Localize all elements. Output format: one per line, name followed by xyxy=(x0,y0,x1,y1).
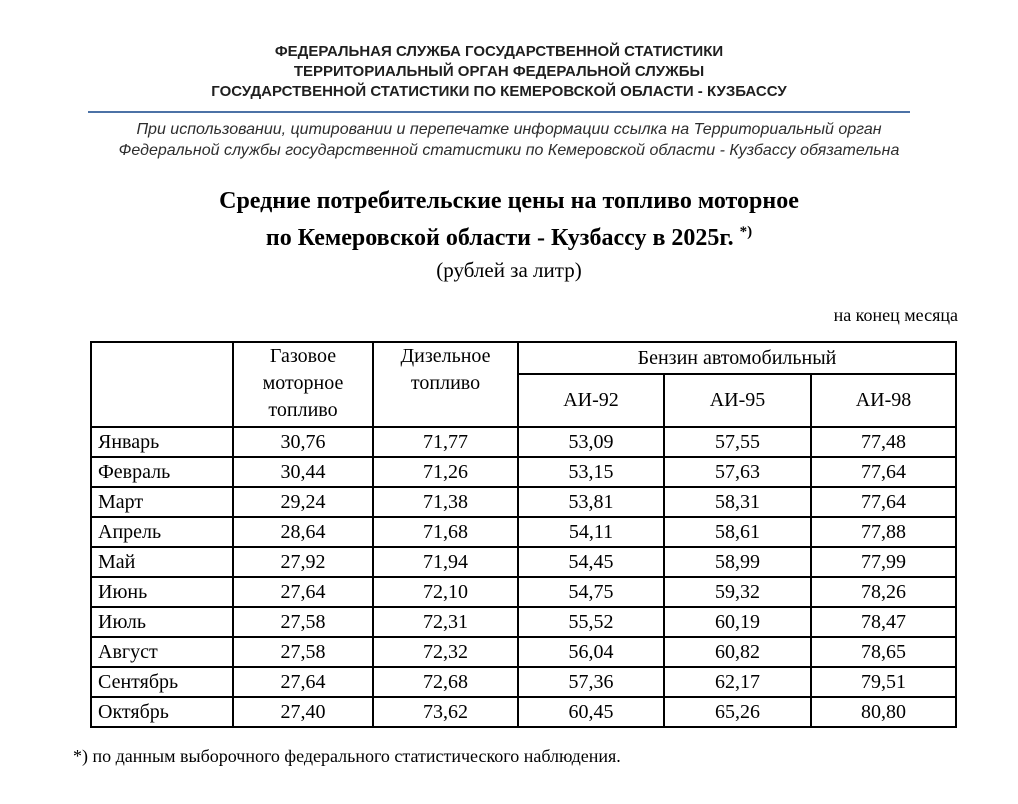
price-cell: 53,09 xyxy=(518,427,664,457)
price-cell: 57,63 xyxy=(664,457,811,487)
price-cell: 53,81 xyxy=(518,487,664,517)
title-footnote-mark: *) xyxy=(739,224,753,240)
price-cell: 71,77 xyxy=(373,427,518,457)
month-cell: Апрель xyxy=(91,517,233,547)
price-cell: 53,15 xyxy=(518,457,664,487)
table-row xyxy=(91,697,956,727)
usage-notice-line-1: При использовании, цитировании и перепечатке информации ссылка на Территориальный орган xyxy=(136,121,882,138)
month-cell: Октябрь xyxy=(91,697,233,727)
price-cell: 27,64 xyxy=(233,667,373,697)
price-cell: 59,32 xyxy=(664,577,811,607)
month-cell: Август xyxy=(91,637,233,667)
table-row xyxy=(91,577,956,607)
price-cell: 71,94 xyxy=(373,547,518,577)
month-cell: Февраль xyxy=(91,457,233,487)
divider-rule xyxy=(88,111,910,113)
table-row xyxy=(91,457,956,487)
price-cell: 30,76 xyxy=(233,427,373,457)
price-cell: 58,99 xyxy=(664,547,811,577)
month-cell: Май xyxy=(91,547,233,577)
price-cell: 27,58 xyxy=(233,607,373,637)
corner-cell xyxy=(91,342,233,427)
month-cell: Март xyxy=(91,487,233,517)
price-cell: 62,17 xyxy=(664,667,811,697)
letterhead xyxy=(88,42,910,102)
price-cell: 60,82 xyxy=(664,637,811,667)
col-header-ai-95: АИ-95 xyxy=(664,374,811,427)
price-cell: 79,51 xyxy=(811,667,956,697)
col-header-gas-fuel: Газовое моторное топливо xyxy=(233,342,373,427)
price-cell: 54,45 xyxy=(518,547,664,577)
price-cell: 65,26 xyxy=(664,697,811,727)
price-cell: 27,92 xyxy=(233,547,373,577)
price-cell: 28,64 xyxy=(233,517,373,547)
price-cell: 55,52 xyxy=(518,607,664,637)
month-cell: Июль xyxy=(91,607,233,637)
price-cell: 77,99 xyxy=(811,547,956,577)
price-cell: 72,31 xyxy=(373,607,518,637)
letterhead-line-3: ГОСУДАРСТВЕННОЙ СТАТИСТИКИ ПО КЕМЕРОВСКОЙ ОБЛАСТИ - КУЗБАССУ xyxy=(211,83,787,100)
price-cell: 72,10 xyxy=(373,577,518,607)
document-subtitle: (рублей за литр) xyxy=(436,258,582,282)
table-row xyxy=(91,607,956,637)
price-cell: 27,58 xyxy=(233,637,373,667)
fuel-prices-table xyxy=(90,341,957,728)
month-cell: Июнь xyxy=(91,577,233,607)
price-cell: 77,64 xyxy=(811,457,956,487)
col-header-diesel-fuel: Дизельное топливо xyxy=(373,342,518,427)
col-header-ai-98: АИ-98 xyxy=(811,374,956,427)
price-cell: 71,68 xyxy=(373,517,518,547)
price-cell: 78,26 xyxy=(811,577,956,607)
price-cell: 56,04 xyxy=(518,637,664,667)
price-cell: 77,48 xyxy=(811,427,956,457)
table-row xyxy=(91,667,956,697)
price-cell: 77,64 xyxy=(811,487,956,517)
price-cell: 71,26 xyxy=(373,457,518,487)
price-cell: 77,88 xyxy=(811,517,956,547)
price-cell: 30,44 xyxy=(233,457,373,487)
usage-notice-line-2: Федеральной службы государственной статистики по Кемеровской области - Кузбассу обязательна xyxy=(118,142,900,159)
price-cell: 58,31 xyxy=(664,487,811,517)
price-cell: 57,36 xyxy=(518,667,664,697)
title-line-2-text: по Кемеровской области - Кузбассу в 2025г. xyxy=(265,225,734,251)
title-line-1: Средние потребительские цены на топливо моторное xyxy=(219,188,799,214)
footnote: *) по данным выборочного федерального статистического наблюдения. xyxy=(73,746,621,766)
month-cell: Январь xyxy=(91,427,233,457)
period-note: на конец месяца xyxy=(833,305,958,325)
price-cell: 73,62 xyxy=(373,697,518,727)
price-cell: 80,80 xyxy=(811,697,956,727)
col-group-header-gasoline: Бензин автомобильный xyxy=(518,342,956,374)
table-row xyxy=(91,637,956,667)
header-row-groups xyxy=(91,342,956,374)
price-cell: 78,65 xyxy=(811,637,956,667)
table-row xyxy=(91,517,956,547)
price-cell: 27,64 xyxy=(233,577,373,607)
price-cell: 78,47 xyxy=(811,607,956,637)
title-line-2 xyxy=(0,217,1018,254)
month-cell: Сентябрь xyxy=(91,667,233,697)
letterhead-line-1: ФЕДЕРАЛЬНАЯ СЛУЖБА ГОСУДАРСТВЕННОЙ СТАТИСТИКИ xyxy=(274,43,724,60)
price-cell: 60,45 xyxy=(518,697,664,727)
price-cell: 29,24 xyxy=(233,487,373,517)
price-cell: 58,61 xyxy=(664,517,811,547)
table-row xyxy=(91,487,956,517)
price-cell: 54,75 xyxy=(518,577,664,607)
price-cell: 71,38 xyxy=(373,487,518,517)
price-cell: 27,40 xyxy=(233,697,373,727)
letterhead-line-2: ТЕРРИТОРИАЛЬНЫЙ ОРГАН ФЕДЕРАЛЬНОЙ СЛУЖБЫ xyxy=(293,63,705,80)
price-cell: 72,68 xyxy=(373,667,518,697)
price-cell: 54,11 xyxy=(518,517,664,547)
document-title xyxy=(0,186,1018,285)
col-header-ai-92: АИ-92 xyxy=(518,374,664,427)
price-cell: 72,32 xyxy=(373,637,518,667)
price-cell: 57,55 xyxy=(664,427,811,457)
table-row xyxy=(91,547,956,577)
usage-notice xyxy=(60,119,958,161)
price-cell: 60,19 xyxy=(664,607,811,637)
table-row xyxy=(91,427,956,457)
